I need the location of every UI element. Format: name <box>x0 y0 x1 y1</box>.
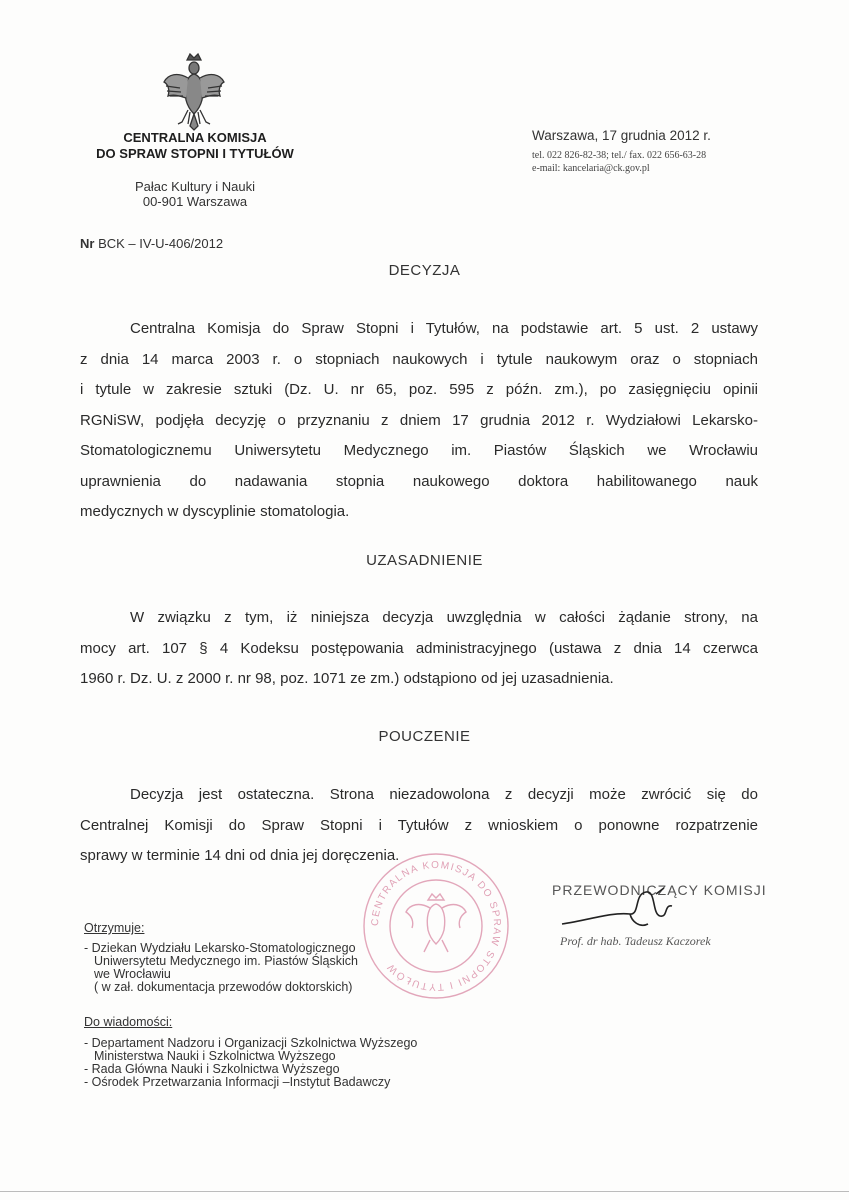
instruction-line: sprawy w terminie 14 dni od dnia jej doręczenia. <box>80 847 400 864</box>
decision-line: RGNiSW, podjęła decyzję o przyznaniu z dniem 17 grudnia 2012 r. Wydziałowi Lekarsko- <box>80 411 758 429</box>
handwritten-signature <box>560 884 700 934</box>
recipient-item-line: Uniwersytetu Medycznego im. Piastów Śląskich <box>94 954 358 968</box>
cc-block <box>84 1016 417 1089</box>
cc-item: - Rada Główna Nauki i Szkolnictwa Wyższego <box>84 1062 340 1076</box>
institution-name <box>60 130 330 162</box>
decision-line: i tytule w zakresie sztuki (Dz. U. nr 65, poz. 595 z późn. zm.), po zasięgnięciu opinii <box>80 381 758 398</box>
address-line2: 00-901 Warszawa <box>142 194 248 209</box>
cc-title: Do wiadomości: <box>84 1015 173 1029</box>
recipients-title: Otrzymuje: <box>84 921 145 935</box>
address-line1: Pałac Kultury i Nauki <box>135 179 255 194</box>
instruction-line: Centralnej Komisji do Spraw Stopni i Tytułów z wnioskiem o ponowne rozpatrzenie <box>80 816 758 834</box>
institution-name-line1: CENTRALNA KOMISJA <box>123 130 267 145</box>
decision-line: Stomatologicznemu Uniwersytetu Medycznego im. Piastów Śląskich we Wrocławiu <box>80 442 758 459</box>
recipient-item: - Dziekan Wydziału Lekarsko-Stomatologicznego <box>84 941 356 955</box>
reference-value: BCK – IV-U-406/2012 <box>94 236 224 251</box>
contact-phone: tel. 022 826-82-38; tel./ fax. 022 656-63-28 <box>532 150 707 161</box>
decision-line: z dnia 14 marca 2003 r. o stopniach naukowych i tytule naukowym oraz o stopniach <box>80 350 758 368</box>
instruction-line: Decyzja jest ostateczna. Strona niezadowolona z decyzji może zwrócić się do <box>130 786 758 803</box>
justification-paragraph <box>80 603 758 695</box>
decision-line: medycznych w dyscyplinie stomatologia. <box>80 503 350 520</box>
decision-line: Centralna Komisja do Spraw Stopni i Tytułów, na podstawie art. 5 ust. 2 ustawy <box>130 320 758 337</box>
justification-line: 1960 r. Dz. U. z 2000 r. nr 98, poz. 1071 ze zm.) odstąpiono od jej uzasadnienia. <box>80 670 614 687</box>
institution-address <box>60 179 330 209</box>
decision-line: uprawnienia do nadawania stopnia naukowego doktora habilitowanego nauk <box>80 472 758 490</box>
place-date: Warszawa, 17 grudnia 2012 r. <box>532 128 711 143</box>
decision-paragraph <box>80 314 758 528</box>
instruction-heading: POUCZENIE <box>378 728 471 745</box>
recipient-item-line: ( w zał. dokumentacja przewodów doktorskich) <box>94 980 353 994</box>
reference-number <box>80 236 223 251</box>
reference-prefix: Nr <box>80 236 95 251</box>
chairman-title: PRZEWODNICZĄCY KOMISJI <box>552 882 767 898</box>
eagle-emblem-icon <box>160 52 228 132</box>
recipients-block <box>84 922 358 994</box>
cc-item: - Departament Nadzoru i Organizacji Szkolnictwa Wyższego <box>84 1036 418 1050</box>
recipient-item-line: we Wrocławiu <box>94 967 171 981</box>
cc-item: - Ośrodek Przetwarzania Informacji –Instytut Badawczy <box>84 1075 391 1089</box>
contact-email: e-mail: kancelaria@ck.gov.pl <box>532 163 650 174</box>
institution-name-line2: DO SPRAW STOPNI I TYTUŁÓW <box>96 146 294 161</box>
scan-edge <box>0 1191 849 1192</box>
justification-line: W związku z tym, iż niniejsza decyzja uwzględnia w całości żądanie strony, na <box>130 609 758 626</box>
decision-heading: DECYZJA <box>388 262 461 279</box>
justification-line: mocy art. 107 § 4 Kodeksu postępowania administracyjnego (ustawa z dnia 14 czerwca <box>80 639 758 657</box>
cc-item-line: Ministerstwa Nauki i Szkolnictwa Wyższego <box>94 1049 336 1063</box>
justification-heading: UZASADNIENIE <box>366 552 483 569</box>
stamp-ring-text: CENTRALNA KOMISJA DO SPRAW STOPNI I TYTUŁÓW <box>369 859 503 993</box>
official-stamp <box>358 848 514 1004</box>
chairman-name: Prof. dr hab. Tadeusz Kaczorek <box>560 934 711 948</box>
